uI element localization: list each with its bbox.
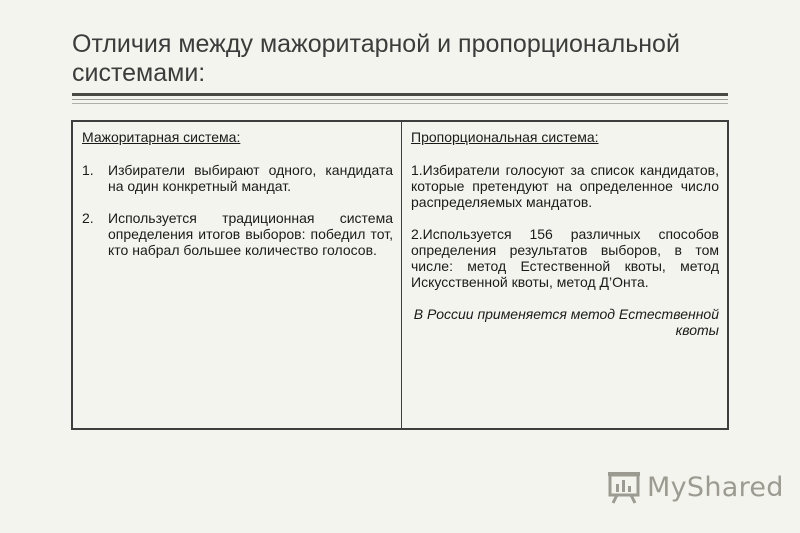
title-divider-thick <box>72 93 728 96</box>
proportional-column <box>402 122 727 428</box>
list-item: 1.Избиратели голосуют за список кандидатов, которые претендуют на определенное число распределяемых мандатов. <box>411 162 719 210</box>
item-text: Избиратели выбирают одного, кандидата на один конкретный мандат. <box>108 162 393 194</box>
logo-text: MyShared <box>647 471 784 503</box>
title-divider-thin-2 <box>72 103 728 104</box>
list-item <box>82 162 393 194</box>
comparison-table <box>71 120 729 430</box>
majoritarian-heading: Мажоритарная система: <box>82 129 241 145</box>
projector-screen-icon <box>607 470 641 504</box>
item-number: 2. <box>82 210 94 226</box>
majoritarian-list <box>82 162 393 258</box>
item-text: Используется традиционная система определения итогов выборов: победил тот, кто набрал большее количество голосов. <box>108 210 393 258</box>
list-item: 2.Используется 156 различных способов определения результатов выборов, в том числе: метод Естественной квоты, метод Искусственной квоты, метод Д’Онта. <box>411 226 719 290</box>
russia-note: В России применяется метод Естественной квоты <box>413 306 719 338</box>
slide-title: Отличия между мажоритарной и пропорциональной системами: <box>72 30 680 87</box>
item-number: 1. <box>82 162 94 178</box>
list-item <box>82 210 393 258</box>
myshared-logo <box>607 470 784 504</box>
title-divider-thin <box>72 99 728 100</box>
majoritarian-column <box>73 122 402 428</box>
proportional-heading: Пропорциональная система: <box>411 129 599 145</box>
